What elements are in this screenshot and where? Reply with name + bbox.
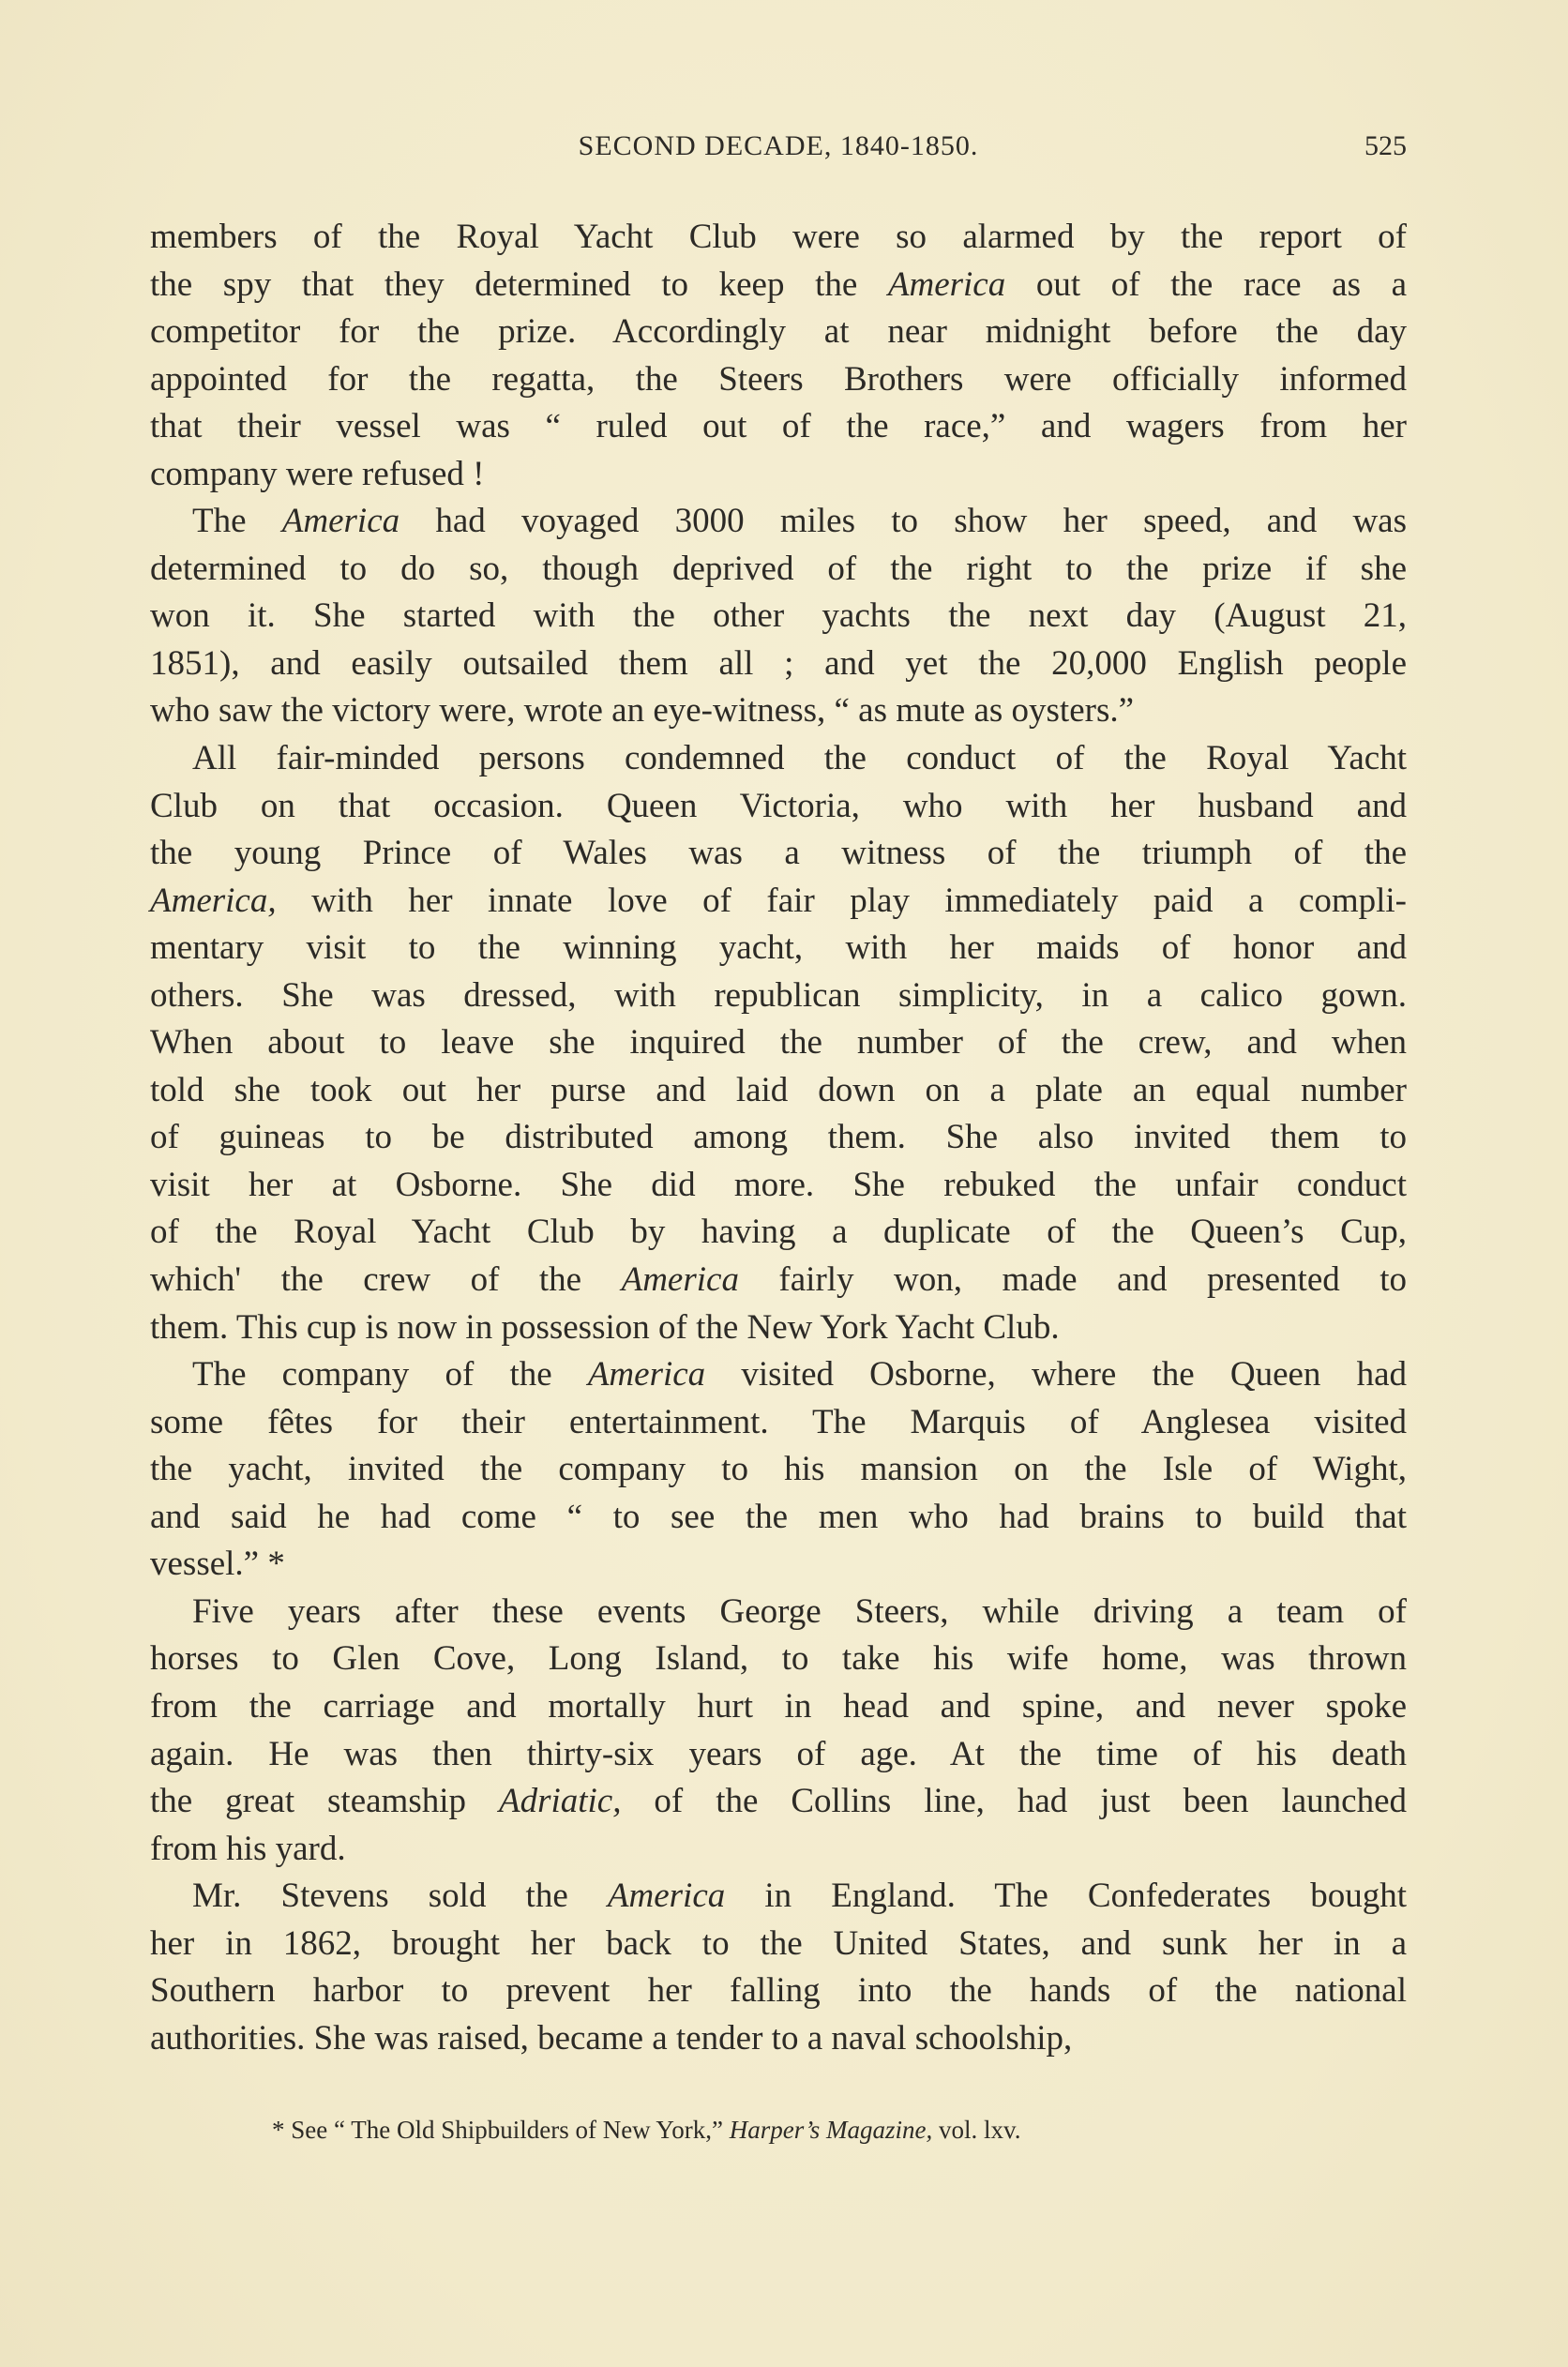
text-line: and said he had come “ to see the men who had brains to build that xyxy=(150,1497,1407,1536)
body-text xyxy=(150,214,1407,2062)
text-line: again. He was then thirty-six years of age. At the time of his death xyxy=(150,1734,1407,1773)
text-line: others. She was dressed, with republican simplicity, in a calico gown. xyxy=(150,975,1407,1015)
text-line: 1851), and easily outsailed them all ; and yet the 20,000 English people xyxy=(150,643,1407,683)
text-line: Club on that occasion. Queen Victoria, who with her husband and xyxy=(150,786,1407,825)
text-line: that their vessel was “ ruled out of the race,” and wagers from her xyxy=(150,407,1407,446)
text-line: Mr. Stevens sold the America in England. The Confederates bought xyxy=(192,1877,1407,1916)
text-line: authorities. She was raised, became a tender to a naval schoolship, xyxy=(150,2018,1073,2058)
running-header xyxy=(150,127,1407,164)
footnote: * See “ The Old Shipbuilders of New York,” Harper’s Magazine, vol. lxv. xyxy=(272,2116,1021,2144)
text-line: vessel.” * xyxy=(150,1545,285,1584)
running-title: SECOND DECADE, 1840-1850. xyxy=(578,130,979,161)
text-line: told she took out her purse and laid down on a plate an equal number xyxy=(150,1070,1407,1109)
text-line: her in 1862, brought her back to the United States, and sunk her in a xyxy=(150,1923,1407,1963)
text-line: All fair-minded persons condemned the conduct of the Royal Yacht xyxy=(192,739,1407,778)
text-line: of guineas to be distributed among them. She also invited them to xyxy=(150,1118,1407,1157)
text-line: from the carriage and mortally hurt in head and spine, and never spoke xyxy=(150,1686,1407,1726)
text-line: visit her at Osborne. She did more. She rebuked the unfair conduct xyxy=(150,1165,1407,1204)
italic-text: America, xyxy=(150,881,277,920)
italic-text: America xyxy=(587,1355,706,1395)
text-line: America, with her innate love of fair play immediately paid a compli- xyxy=(150,881,1407,920)
text-line: competitor for the prize. Accordingly at near midnight before the day xyxy=(150,312,1407,352)
text-line: the yacht, invited the company to his mansion on the Isle of Wight, xyxy=(150,1450,1407,1489)
text-line: horses to Glen Cove, Long Island, to take his wife home, was thrown xyxy=(150,1639,1407,1679)
text-line: mentary visit to the winning yacht, with her maids of honor and xyxy=(150,928,1407,968)
text-line: some fêtes for their entertainment. The Marquis of Anglesea visited xyxy=(150,1402,1407,1441)
italic-text: Adriatic, xyxy=(498,1782,622,1821)
text-line: won it. She started with the other yachts the next day (August 21, xyxy=(150,596,1407,636)
page-number: 525 xyxy=(1364,130,1407,161)
italic-text: America xyxy=(281,502,400,541)
text-line: who saw the victory were, wrote an eye-witness, “ as mute as oysters.” xyxy=(150,691,1135,731)
italic-text: America xyxy=(887,264,1006,304)
text-line: The America had voyaged 3000 miles to show her speed, and was xyxy=(192,502,1407,541)
text-line: The company of the America visited Osborne, where the Queen had xyxy=(192,1355,1408,1395)
text-line: appointed for the regatta, the Steers Brothers were officially informed xyxy=(150,359,1407,399)
text-line: Five years after these events George Steers, while driving a team of xyxy=(192,1591,1407,1631)
italic-text: Harper’s Magazine, xyxy=(729,2116,933,2144)
text-line: the young Prince of Wales was a witness of the triumph of the xyxy=(150,834,1407,873)
text-line: them. This cup is now in possession of the New York Yacht Club. xyxy=(150,1307,1060,1347)
text-line: When about to leave she inquired the number of the crew, and when xyxy=(150,1023,1407,1063)
italic-text: America xyxy=(607,1877,726,1916)
text-line: which' the crew of the America fairly won, made and presented to xyxy=(150,1260,1407,1300)
text-line: of the Royal Yacht Club by having a duplicate of the Queen’s Cup, xyxy=(150,1213,1407,1252)
italic-text: America xyxy=(621,1260,739,1300)
text-line: the great steamship Adriatic, of the Collins line, had just been launched xyxy=(150,1782,1407,1821)
text-line: the spy that they determined to keep the America out of the race as a xyxy=(150,264,1407,304)
text-line: members of the Royal Yacht Club were so alarmed by the report of xyxy=(150,218,1407,256)
text-line: determined to do so, though deprived of the right to the prize if she xyxy=(150,549,1407,588)
text-line: company were refused ! xyxy=(150,454,485,493)
text-line: from his yard. xyxy=(150,1829,346,1868)
text-line: Southern harbor to prevent her falling into the hands of the national xyxy=(150,1971,1407,2011)
